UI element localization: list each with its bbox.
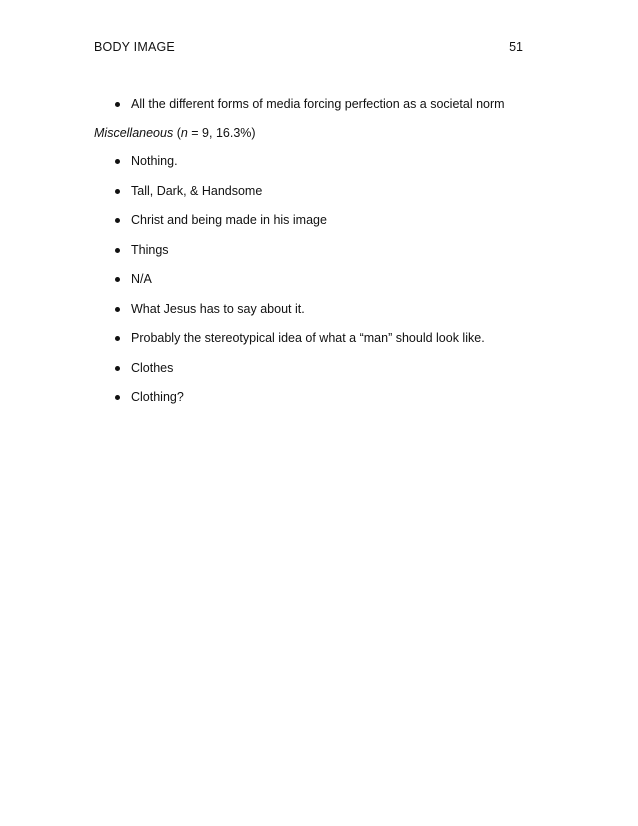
bullet-icon: [115, 248, 120, 253]
bullet-icon: [115, 189, 120, 194]
list-item-text: Probably the stereotypical idea of what a “man” should look like.: [131, 331, 485, 345]
list-item-text: N/A: [131, 272, 152, 286]
section-heading: [94, 125, 256, 141]
page-number: 51: [509, 40, 523, 54]
section-stat-rest: = 9, 16.3%): [187, 126, 256, 140]
list-item-text: Clothing?: [131, 390, 184, 404]
bullet-icon: [115, 277, 120, 282]
section-stat-n: n: [180, 126, 188, 140]
bullet-icon: [115, 102, 120, 107]
bullet-icon: [115, 307, 120, 312]
list-item-text: All the different forms of media forcing perfection as a societal norm: [131, 97, 505, 111]
bullet-icon: [115, 336, 120, 341]
bullet-icon: [115, 366, 120, 371]
list-item-text: Tall, Dark, & Handsome: [131, 183, 263, 198]
list-item-text: Nothing.: [131, 154, 178, 168]
list-item-text: Christ and being made in his image: [131, 213, 327, 227]
bullet-icon: [115, 218, 120, 223]
section-heading-label: Miscellaneous: [94, 126, 174, 140]
list-item-text: What Jesus has to say about it.: [131, 301, 305, 316]
list-item-text: Things: [131, 242, 169, 257]
running-head: BODY IMAGE: [94, 40, 175, 54]
bullet-icon: [115, 159, 120, 164]
bullet-icon: [115, 395, 120, 400]
section-stat-open: (: [173, 126, 181, 140]
list-item-text: Clothes: [131, 360, 174, 375]
